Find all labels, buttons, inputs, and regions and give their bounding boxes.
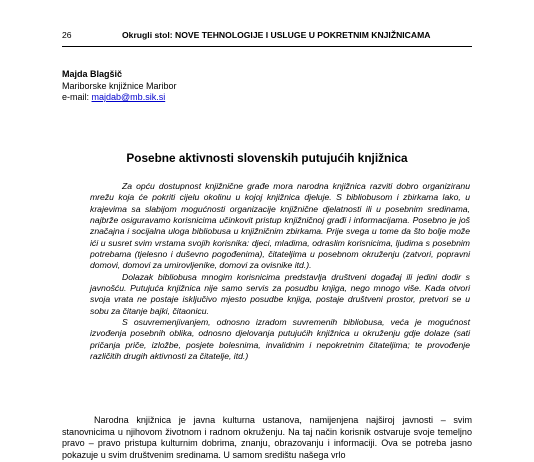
body-paragraph: Narodna knjižnica je javna kulturna ustanova, namijenjena najširoj javnosti – svim stanovnicima u njihovom životnom i radnom okruženju. Na taj način korisnik ostvaruje svoje temeljno pravo – pravo pristupa kulturnim dobrima, znanju, obrazovanju i informaciji. Ova se potreba jasno pokazuje u svim društvenim sredinama. U samom središtu našega vrlo xyxy=(62,415,472,461)
abstract-paragraph: Dolazak bibliobusa mnogim korisnicima predstavlja društveni događaj ili jedini dodir s javnošću. Putujuća knjižnica nije samo servis za posudbu knjiga, nego mnogo više. Kada otvori svoja vrata ne postaje isključivo mjesto posudbe knjiga, postaje društveni prostor, pretvori se u sobu za čitanje bajki, čitaonicu. xyxy=(90,271,470,316)
author-affiliation: Mariborske knjižnice Maribor xyxy=(62,80,177,91)
email-link[interactable]: majdab@mb.sik.si xyxy=(91,92,166,102)
body-text xyxy=(62,415,472,462)
article-title: Posebne aktivnosti slovenskih putujućih knjižnica xyxy=(126,151,408,165)
abstract xyxy=(90,181,470,363)
author-name: Majda Blagšič xyxy=(62,69,123,79)
page-number: 26 xyxy=(62,30,72,40)
author-email-line xyxy=(62,92,177,104)
author-block xyxy=(62,69,177,104)
abstract-paragraph: S osuvremenjivanjem, odnosno izradom suvremenih bibliobusa, veća je mogućnost izvođenja posebnih oblika, odnosno djelovanja putujućih knjižnica u okruženju gdje dolaze (sati pričanja priče, izložbe, posjete bolesnima, invalidnim i nepokretnim čitateljima; te provođenje različitih drugih aktivnosti za čitatelje, itd.) xyxy=(90,317,470,362)
header-divider xyxy=(62,46,472,47)
abstract-paragraph: Za opću dostupnost knjižnične građe mora narodna knjižnica razviti dobro organiziranu mrežu koja će pokriti cijelu okolinu u kojoj knjižnica djeluje. S bibliobusom i zbirkama lako, u krajevima sa slabijom mogućnosti organizacije knjižnične djelatnosti ili u posebnim sredinama, najbrže osiguravamo korisnicima učinkovit pristup knjižničnoj građi i informacijama. Posebno je još značajna i socijalna uloga bibliobusa u knjižničnim zbirkama. Prije svega u tome da što bolje može ići u susret svim vrstama svojih korisnika: djeci, mladima, odraslim korisnicima, ljudima s posebnim potrebama (tjelesno i duševno pogođenima), čitateljima u posebnom okruženju (zatvori, popravni domovi, domovi za umirovljenike, domovi za ovisnike itd.). xyxy=(90,181,470,271)
email-label: e-mail: xyxy=(62,92,90,102)
running-title: Okrugli stol: NOVE TEHNOLOGIJE I USLUGE U POKRETNIM KNJIŽNICAMA xyxy=(122,30,431,40)
